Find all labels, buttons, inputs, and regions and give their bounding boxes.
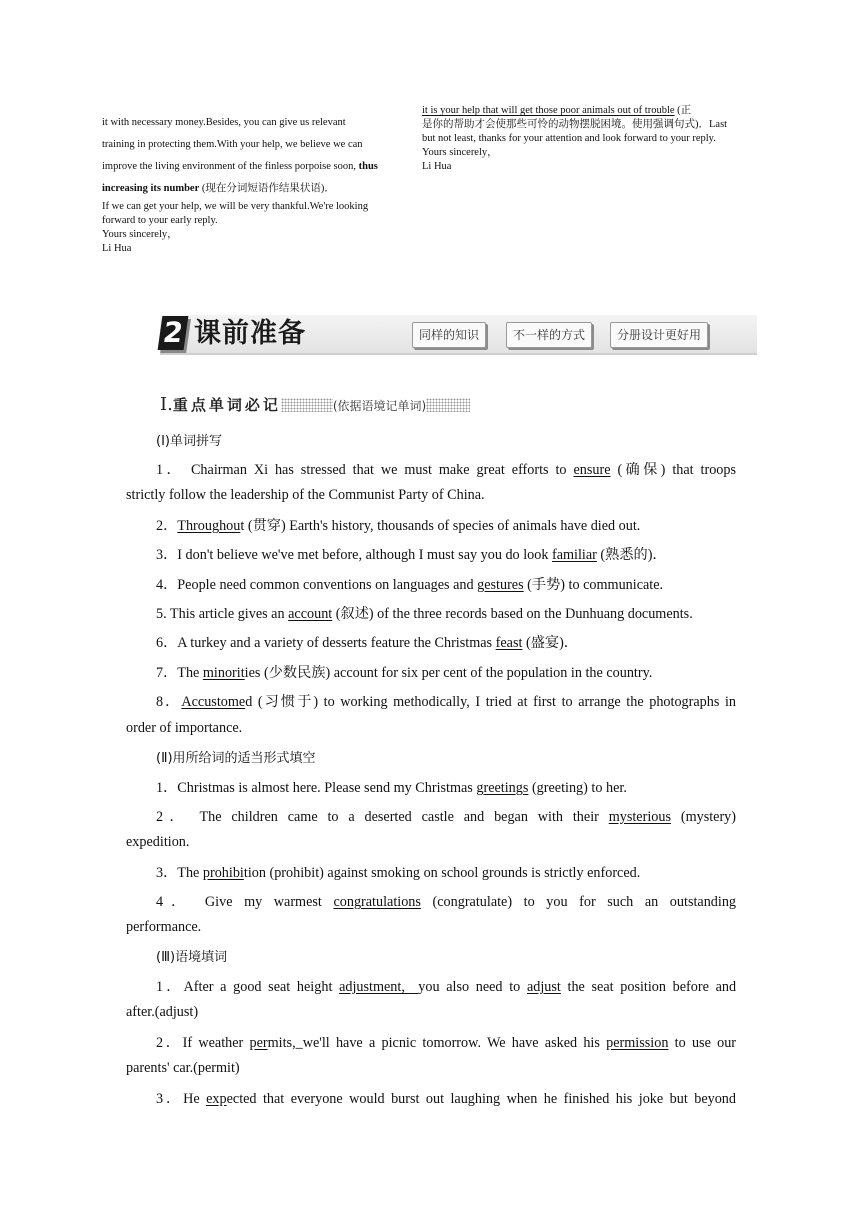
exercise-item: 3．He expected that everyone would burst out laughing when he finished his joke but beyond bbox=[156, 1091, 736, 1107]
text-line: improve the living environment of the finless porpoise soon, thus bbox=[102, 161, 378, 172]
text-line: If we can get your help, we will be very thankful.We're looking bbox=[102, 201, 369, 212]
text-line: increasing its number (现在分词短语作结果状语)． bbox=[102, 183, 335, 194]
exercise-item: 6．A turkey and a variety of desserts feature the Christmas feast (盛宴)． bbox=[156, 635, 578, 651]
exercise-item-cont: after.(adjust) bbox=[126, 1004, 199, 1020]
exercise-item: 2． The children came to a deserted castle and began with their mysterious (mystery) bbox=[156, 809, 737, 825]
exercise-item: 1．Christmas is almost here. Please send my Christmas greetings (greeting) to her. bbox=[156, 780, 627, 796]
part-heading: (Ⅱ)用所给词的适当形式填空 bbox=[156, 751, 316, 766]
exercise-item-cont: strictly follow the leadership of the Communist Party of China. bbox=[126, 487, 485, 503]
answer: permission bbox=[606, 1035, 669, 1051]
answer: mysterious bbox=[608, 809, 671, 825]
signature: Li Hua bbox=[422, 161, 452, 172]
answer: feast bbox=[495, 635, 523, 651]
exercise-item: 2．Throughout (贯穿) Earth's history, thousands of species of animals have died out. bbox=[156, 518, 641, 534]
exercise-item-cont: expedition. bbox=[126, 834, 190, 850]
exercise-item-cont: performance. bbox=[126, 919, 202, 935]
exercise-item: 5. This article gives an account (叙述) of the three records based on the Dunhuang documents. bbox=[156, 606, 693, 622]
exercise-item: 4． Give my warmest congratulations (congratulate) to you for such an outstanding bbox=[156, 894, 737, 910]
answer: minorit bbox=[202, 665, 245, 681]
banner-number-badge: 2 bbox=[158, 316, 189, 350]
part-heading: (Ⅲ)语境填词 bbox=[156, 950, 228, 965]
exercise-item: 4．People need common conventions on languages and gestures (手势) to communicate. bbox=[156, 577, 664, 593]
answer: gestures bbox=[477, 577, 524, 593]
signature: Li Hua bbox=[102, 243, 132, 254]
text-line: it is your help that will get those poor animals out of trouble (正 bbox=[422, 105, 692, 116]
section-title: 重点单词必记 bbox=[172, 396, 281, 414]
exercise-item: 3．The prohibition (prohibit) against smoking on school grounds is strictly enforced. bbox=[156, 865, 641, 881]
answer: Throughou bbox=[177, 518, 241, 534]
answer: prohibi bbox=[202, 865, 244, 881]
closing: Yours sincerely， bbox=[422, 147, 498, 158]
text-line: training in protecting them.With your help, we believe we can bbox=[102, 139, 363, 150]
banner-tag: 同样的知识 bbox=[412, 322, 486, 348]
answer: greetings bbox=[476, 780, 529, 796]
exercise-item: 8．Accustomed (习惯于) to working methodically, I tried at first to arrange the photographs in bbox=[156, 694, 736, 710]
answer: Accustome bbox=[181, 694, 246, 710]
text-line: forward to your early reply. bbox=[102, 215, 218, 226]
part-heading: (Ⅰ)单词拼写 bbox=[156, 434, 222, 449]
exercise-item: 1．After a good seat height adjustment, you also need to adjust the seat position before and bbox=[156, 979, 737, 995]
exercise-body bbox=[126, 0, 736, 1216]
exercise-item: 1． Chairman Xi has stressed that we must make great efforts to ensure (确保) that troops bbox=[156, 462, 737, 478]
section-note: (依据语境记单词) bbox=[332, 399, 427, 413]
exercise-item: 7．The minorities (少数民族) account for six per cent of the population in the country. bbox=[156, 665, 653, 681]
banner-title: 课前准备 bbox=[194, 318, 306, 349]
closing: Yours sincerely， bbox=[102, 229, 178, 240]
exercise-item-cont: order of importance. bbox=[126, 720, 243, 736]
banner-tag: 分册设计更好用 bbox=[610, 322, 708, 348]
exercise-item-cont: parents' car.(permit) bbox=[126, 1060, 240, 1076]
answer: account bbox=[288, 606, 333, 622]
section-numeral: Ⅰ. bbox=[160, 394, 173, 415]
text-line: but not least, thanks for your attention and look forward to your reply. bbox=[422, 133, 716, 144]
text-line: it with necessary money.Besides, you can give us relevant bbox=[102, 117, 346, 128]
answer: congratulations bbox=[333, 894, 421, 910]
answer: per bbox=[249, 1035, 268, 1051]
exercise-item: 3．I don't believe we've met before, although I must say you do look familiar (熟悉的)． bbox=[156, 547, 667, 563]
exercise-item: 2．If weather permits,_we'll have a picnic tomorrow. We have asked his permission to use our bbox=[156, 1035, 737, 1051]
text-line: 是你的帮助才会使那些可怜的动物摆脱困境。使用强调句式)．Last bbox=[422, 119, 728, 130]
answer: adjustment, bbox=[339, 979, 419, 995]
answer: adjust bbox=[526, 979, 561, 995]
answer: familiar bbox=[551, 547, 597, 563]
answer: exp bbox=[206, 1091, 227, 1107]
answer: ensure bbox=[573, 462, 611, 478]
banner-tag: 不一样的方式 bbox=[506, 322, 592, 348]
